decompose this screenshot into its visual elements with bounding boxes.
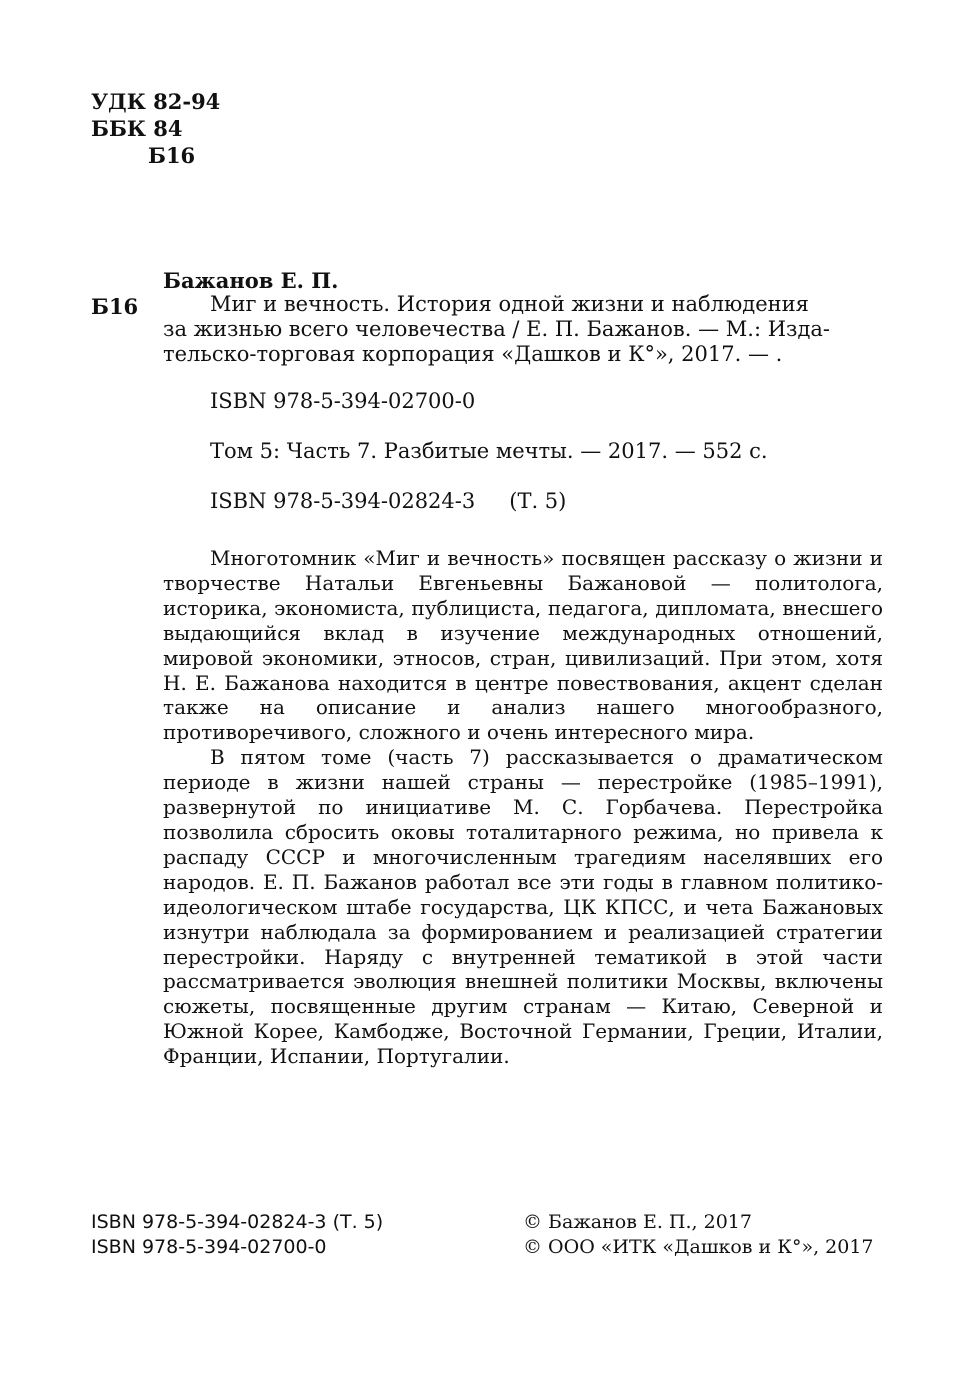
title-line-2: за жизнью всего человечества / Е. П. Бажанов. — М.: Изда- xyxy=(163,317,831,341)
cutter-mark: Б16 xyxy=(91,294,139,319)
cutter-code: Б16 xyxy=(148,143,196,168)
bbk-code: ББК 84 xyxy=(91,116,183,141)
footer-isbn xyxy=(91,1210,383,1260)
isbn-volume xyxy=(210,489,566,513)
isbn-volume-number: ISBN 978-5-394-02824-3 xyxy=(210,489,476,513)
volume-description: Том 5: Часть 7. Разбитые мечты. — 2017. — 552 с. xyxy=(210,439,768,463)
annotation-paragraph-1: Многотомник «Миг и вечность» посвящен рассказу о жизни и творчестве Натальи Евгеньевны Бажановой — политолога, историка, экономиста, публициста, педагога, дипломата, внесшего выдающийся вклад в изучение международных отношений, мировой экономики, этносов, стран, цивилизаций. При этом, хотя Н. Е. Бажанова находится в центре повествования, акцент сделан также на описание и анализ нашего многообразного, противоречивого, сложного и очень интересного мира. xyxy=(163,546,883,745)
copyright-line-1: © Бажанов Е. П., 2017 xyxy=(523,1211,752,1233)
title-line-3: тельско-торговая корпорация «Дашков и К°», 2017. — . xyxy=(163,342,783,366)
footer-copyright xyxy=(523,1210,874,1260)
annotation xyxy=(163,546,883,1069)
classification-codes xyxy=(91,88,220,169)
isbn-volume-label: (Т. 5) xyxy=(509,489,567,513)
title-line-1: Миг и вечность. История одной жизни и наблюдения xyxy=(210,292,809,316)
footer-isbn-line-2: ISBN 978-5-394-02700-0 xyxy=(91,1236,327,1258)
author-name: Бажанов Е. П. xyxy=(163,268,339,293)
udk-code: УДК 82-94 xyxy=(91,89,221,114)
bibliographic-title xyxy=(163,292,883,367)
copyright-line-2: © ООО «ИТК «Дашков и К°», 2017 xyxy=(523,1236,874,1258)
footer-isbn-line-1: ISBN 978-5-394-02824-3 (Т. 5) xyxy=(91,1211,384,1233)
isbn-set: ISBN 978-5-394-02700-0 xyxy=(210,389,476,413)
annotation-paragraph-2: В пятом томе (часть 7) рассказывается о драматическом периоде в жизни нашей страны — перестройке (1985–1991), развернутой по инициативе М. С. Горбачева. Перестройка позволила сбросить оковы тоталитарного режима, но привела к распаду СССР и многочисленным трагедиям населявших его народов. Е. П. Бажанов работал все эти годы в главном политико-идеологическом штабе государства, ЦК КПСС, и чета Бажановых изнутри наблюдала за формированием и реализацией стратегии перестройки. Наряду с внутренней тематикой в этой части рассматривается эволюция внешней политики Москвы, включены сюжеты, посвященные другим странам — Китаю, Северной и Южной Корее, Камбодже, Восточной Германии, Греции, Италии, Франции, Испании, Португалии. xyxy=(163,745,883,1069)
